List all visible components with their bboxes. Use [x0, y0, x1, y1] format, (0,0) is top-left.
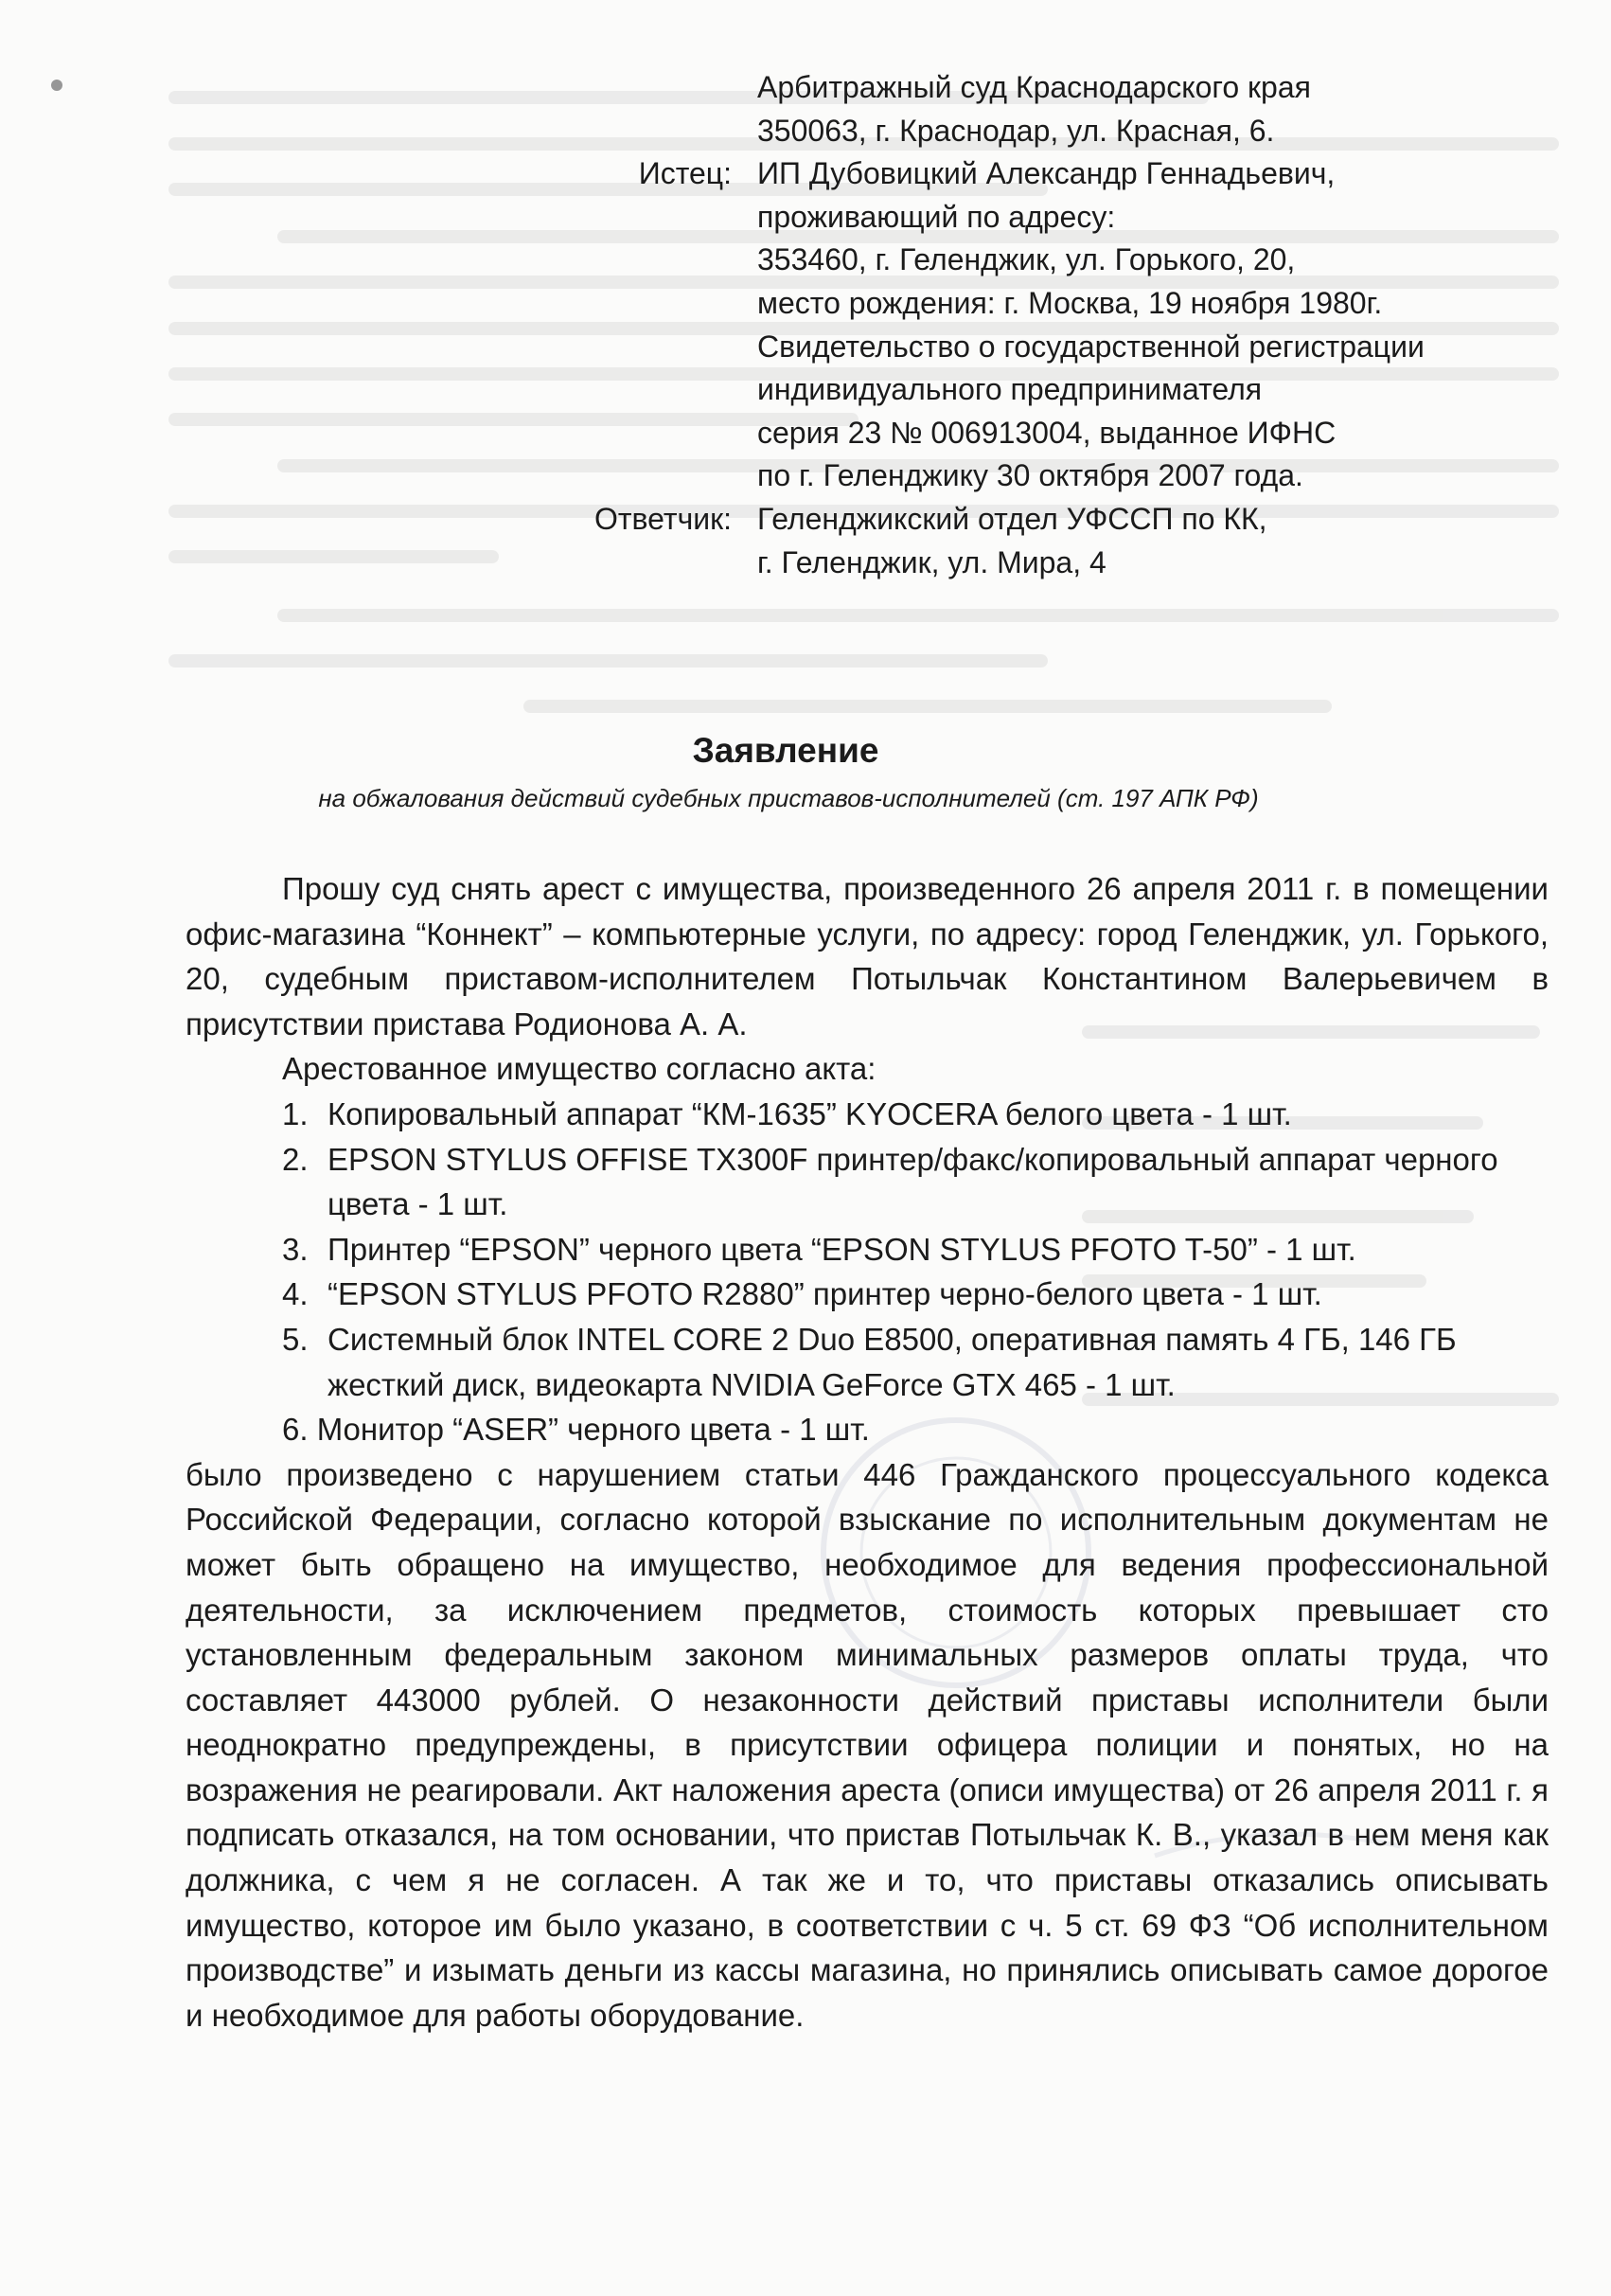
document-subtitle: на обжалования действий судебных приставов-исполнителей (ст. 197 АПК РФ) — [318, 784, 1259, 812]
plaintiff-line: Свидетельство о государственной регистрации — [757, 329, 1425, 364]
violation-paragraph: было произведено с нарушением статьи 446 Гражданского процессуального кодекса Российской Федерации, согласно которой взыскание по исполнительным документам не может быть обращено на имущество, необходимое для ведения профессиональной деятельности, за исключением предметов, стоимость которых превышает сто установленным федеральным законом минимальных размеров оплаты труда, что составляет 443000 рублей. О незаконности действий приставы исполнители были неоднократно предупреждены, в присутствии офицера полиции и понятых, но на возражения не реагировали. Акт наложения ареста (описи имущества) от 26 апреля 2011 г. я подписать отказался, на том основании, что пристав Потыльчак К. В., указал в нем меня как должника, с чем я не согласен. А так же и то, что приставы отказались описывать имущество, которое им было указано, в соответствии с ч. 5 ст. 69 ФЗ “Об исполнительном производстве” и изымать деньги из кассы магазина, но принялись описывать самое дорогое и необходимое для работы оборудование. — [186, 1456, 1549, 2033]
plaintiff-line: ИП Дубовицкий Александр Геннадьевич, — [757, 156, 1336, 191]
plaintiff-label: Истец: — [638, 156, 732, 191]
list-item-text: EPSON STYLUS OFFISE TX300F принтер/факс/копировальный аппарат черного цвета - 1 шт. — [328, 1141, 1498, 1222]
list-item — [186, 1227, 1549, 1273]
plaintiff-line: серия 23 № 006913004, выданное ИФНС — [757, 415, 1337, 450]
defendant-label: Ответчик: — [593, 501, 732, 536]
list-item-text: “EPSON STYLUS PFOTO R2880” принтер черно-белого цвета - 1 шт. — [328, 1276, 1322, 1312]
list-item-number: 5. — [282, 1321, 309, 1357]
court-address: 350063, г. Краснодар, ул. Красная, 6. — [757, 113, 1275, 148]
list-item — [186, 1092, 1549, 1137]
list-item-number: 1. — [282, 1095, 309, 1131]
address-block — [530, 66, 1581, 584]
document-title: Заявление — [692, 731, 879, 770]
list-item — [186, 1317, 1549, 1407]
list-item — [186, 1272, 1549, 1317]
plaintiff-line: проживающий по адресу: — [757, 199, 1116, 234]
list-item — [186, 1137, 1549, 1227]
list-item-number: 2. — [282, 1141, 309, 1177]
list-item-text: Принтер “EPSON” черного цвета “EPSON STYLUS PFOTO T-50” - 1 шт. — [328, 1231, 1356, 1267]
plaintiff-line: индивидуального предпринимателя — [757, 372, 1263, 407]
defendant-line: г. Геленджик, ул. Мира, 4 — [757, 544, 1106, 579]
defendant-line: Геленджикский отдел УФССП по КК, — [757, 501, 1267, 536]
plaintiff-line: место рождения: г. Москва, 19 ноября 1980г. — [757, 285, 1383, 320]
list-item-number: 3. — [282, 1231, 309, 1267]
plaintiff-line: по г. Геленджику 30 октября 2007 года. — [757, 458, 1303, 493]
seized-property-list — [186, 1092, 1549, 1452]
request-paragraph — [186, 866, 1549, 1046]
seized-list-intro: Арестованное имущество согласно акта: — [282, 1051, 876, 1087]
plaintiff-line: 353460, г. Геленджик, ул. Горького, 20, — [757, 242, 1296, 277]
list-item-text: Системный блок INTEL CORE 2 Duo E8500, оперативная память 4 ГБ, 146 ГБ жесткий диск, видеокарта NVIDIA GeForce GTX 465 - 1 шт. — [328, 1321, 1457, 1402]
list-item: 6. Монитор “ASER” черного цвета - 1 шт. — [282, 1412, 870, 1448]
list-item-text: Копировальный аппарат “КМ-1635” KYOCERA белого цвета - 1 шт. — [328, 1095, 1292, 1131]
document-body — [186, 866, 1549, 2038]
request-text: Прошу суд снять арест с имущества, произведенного 26 апреля 2011 г. в помещении офис-магазина “Коннект” – компьютерные услуги, по адресу: город Геленджик, ул. Горького, 20, судебным приставом-исполнителем Потыльчак Константином Валерьевичем в присутствии пристава Родионова А. А. — [186, 871, 1549, 1041]
list-item-number: 4. — [282, 1276, 309, 1312]
court-name: Арбитражный суд Краснодарского края — [757, 70, 1311, 104]
